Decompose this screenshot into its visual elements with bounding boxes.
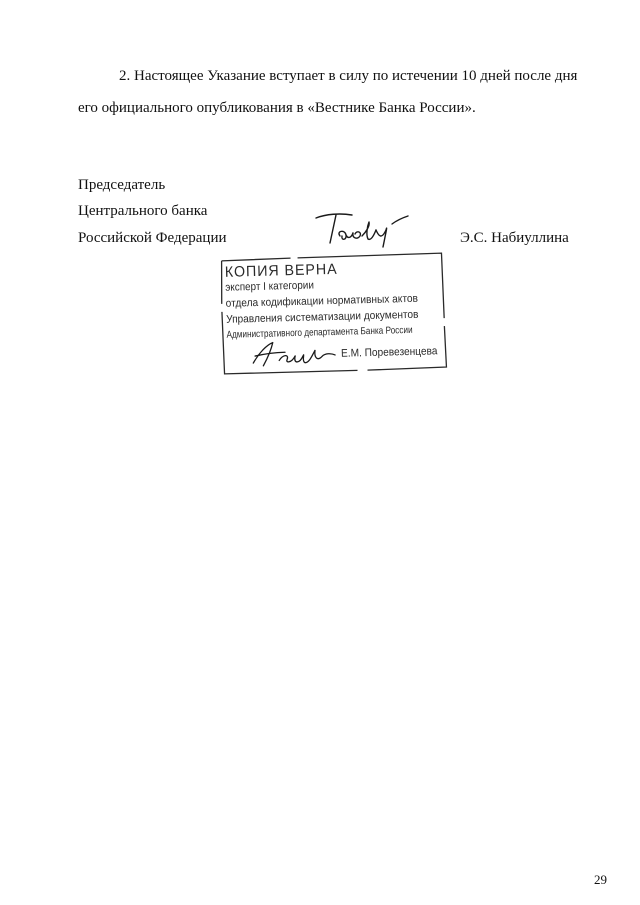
paragraph-line-2: его официального опубликования в «Вестнике Банка России». <box>78 100 476 116</box>
copy-certified-stamp <box>221 252 446 374</box>
paragraph-line-1: 2. Настоящее Указание вступает в силу по истечении 10 дней после дня <box>119 68 578 84</box>
stamp-line-4: Административного департамента Банка России <box>226 324 413 341</box>
stamp-line-3: Управления систематизации документов <box>225 308 419 326</box>
signer-title-line-1: Председатель <box>78 177 166 193</box>
page-number: 29 <box>594 872 607 887</box>
signer-title-line-2: Центрального банка <box>78 203 208 219</box>
stamp-line-2: отдела кодификации нормативных актов <box>225 292 419 310</box>
stamp-name: Е.М. Поревезенцева <box>340 345 438 360</box>
signer-name: Э.С. Набиуллина <box>460 230 569 246</box>
handwritten-signature <box>312 210 412 250</box>
signer-title-line-3: Российской Федерации <box>78 230 227 246</box>
stamp-signature <box>249 337 340 369</box>
stamp-line-1: эксперт I категории <box>225 279 315 294</box>
stamp-title: КОПИЯ ВЕРНА <box>224 260 338 281</box>
